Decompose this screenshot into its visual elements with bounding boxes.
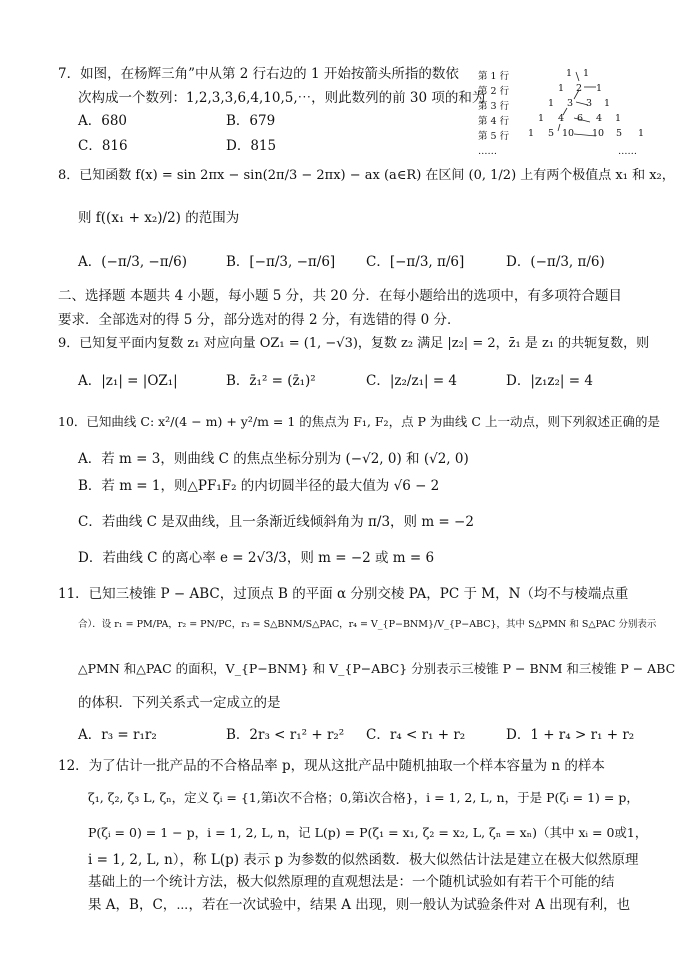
q9-option-c: C．|z₂/z₁| = 4: [366, 373, 458, 389]
q8-option-d: D．(−π/3, π/6): [506, 254, 605, 270]
q9-line1: 9．已知复平面内复数 z₁ 对应向量 OZ₁ = (1, −√3)，复数 z₂ 满足 |z₂| = 2，z̄₁ 是 z₁ 的共轭复数，则: [58, 336, 650, 351]
row-label-2: 第 2 行: [478, 86, 510, 97]
pascal-cell: 4: [558, 113, 565, 124]
q11-option-c: C．r₄ < r₁ + r₂: [366, 727, 466, 743]
section2-heading: 二、选择题 本题共 4 小题，每小题 5 分，共 20 分．在每小题给出的选项中，有多项符合题目: [58, 288, 622, 304]
q7-line1: 7．如图，在杨辉三角”中从第 2 行右边的 1 开始按箭头所指的数依: [58, 66, 459, 82]
q12-line3: P(ζᵢ = 0) = 1 − p，i = 1, 2, L, n，记 L(p) = P(ζ₁ = x₁, ζ₂ = x₂, L, ζₙ = xₙ)（其中 xᵢ = 0或1，: [88, 825, 648, 840]
pascal-triangle-figure: [478, 64, 668, 174]
q12-line4: i = 1, 2, L, n），称 L(p) 表示 p 为参数的似然函数．极大似然估计法是建立在极大似然原理: [88, 852, 639, 868]
row-label-4: 第 4 行: [478, 116, 510, 127]
q11-option-d: D．1 + r₄ > r₁ + r₂: [506, 727, 635, 743]
q7-option-c: C．816: [78, 138, 128, 154]
pascal-cell: 1: [548, 98, 555, 109]
q7-option-a: A．680: [78, 113, 128, 129]
pascal-cell: 1: [566, 68, 573, 79]
section2-instructions: 要求．全部选对的得 5 分，部分选对的得 2 分，有选错的得 0 分．: [58, 312, 461, 328]
q9-option-b: B．z̄₁² = (z̄₁)²: [226, 373, 316, 389]
pascal-cell: 1: [528, 128, 535, 139]
pascal-cell: 1: [596, 83, 603, 94]
pascal-cell: 1: [558, 83, 565, 94]
q12-line1: 12．为了估计一批产品的不合格品率 p，现从这批产品中随机抽取一个样本容量为 n 的样本: [58, 758, 605, 774]
q12-line6: 果 A，B，C，⋯，若在一次试验中，结果 A 出现，则一般认为试验条件对 A 出现有利，也: [88, 897, 631, 913]
pascal-dots: ……: [618, 146, 637, 157]
q11-line1: 11．已知三棱锥 P − ABC，过顶点 B 的平面 α 分别交棱 PA，PC 于 M，N（均不与棱端点重: [58, 586, 629, 602]
q11-option-a: A．r₃ = r₁r₂: [78, 727, 157, 743]
pascal-cell: 10: [592, 128, 605, 139]
q11-option-b: B．2r₃ < r₁² + r₂²: [226, 727, 345, 743]
q12-line5: 基础上的一个统计方法，极大似然原理的直观想法是：一个随机试验如有若干个可能的结: [88, 874, 615, 890]
q11-line2: 合）．设 r₁ = PM/PA，r₂ = PN/PC，r₃ = S△BNM/S△PAC，r₄ = V_{P−BNM}/V_{P−ABC}，其中 S△PMN 和 S△PAC 分别表示: [78, 619, 657, 630]
q7-option-b: B．679: [226, 113, 276, 129]
pascal-cell: 3: [567, 98, 574, 109]
pascal-cell: 3: [586, 98, 593, 109]
pascal-cell: 6: [577, 113, 584, 124]
pascal-cell: 4: [596, 113, 603, 124]
q7-line2: 次构成一个数列：1,2,3,3,6,4,10,5,⋯，则此数列的前 30 项的和为: [78, 90, 486, 106]
pascal-cell: 1: [615, 113, 622, 124]
q8-line1: 8．已知函数 f(x) = sin 2πx − sin(2π/3 − 2πx) − ax (a∈R) 在区间 (0, 1/2) 上有两个极值点 x₁ 和 x₂，: [58, 168, 675, 183]
q8-option-c: C．[−π/3, π/6]: [366, 254, 465, 270]
q10-option-a: A．若 m = 3，则曲线 C 的焦点坐标分别为 (−√2, 0) 和 (√2, 0): [78, 451, 469, 467]
row-label-dots: ……: [478, 146, 497, 157]
q7-option-d: D．815: [226, 138, 277, 154]
pascal-cell: 1: [604, 98, 611, 109]
q12-line2: ζ₁, ζ₂, ζ₃ L, ζₙ，定义 ζᵢ = {1,第i次不合格；0,第i次合格}，i = 1, 2, L, n，于是 P(ζᵢ = 1) = p，: [88, 790, 639, 805]
pascal-cell: 5: [548, 128, 555, 139]
q11-line4: 的体积．下列关系式一定成立的是: [78, 695, 281, 711]
q8-line2: 则 f((x₁ + x₂)/2) 的范围为: [78, 210, 240, 226]
row-label-1: 第 1 行: [478, 71, 510, 82]
q9-option-a: A．|z₁| = |OZ₁|: [78, 373, 178, 389]
q8-option-b: B．[−π/3, −π/6]: [226, 254, 336, 270]
q10-option-c: C．若曲线 C 是双曲线，且一条渐近线倾斜角为 π/3，则 m = −2: [78, 514, 474, 530]
q11-line3: △PMN 和△PAC 的面积，V_{P−BNM} 和 V_{P−ABC} 分别表示三棱锥 P − BNM 和三棱锥 P − ABC: [78, 661, 676, 676]
pascal-cell: 10: [562, 128, 575, 139]
q9-option-d: D．|z₁z₂| = 4: [506, 373, 593, 389]
q10-option-d: D．若曲线 C 的离心率 e = 2√3/3，则 m = −2 或 m = 6: [78, 550, 435, 566]
pascal-cell: 5: [616, 128, 623, 139]
pascal-cell: 1: [638, 128, 645, 139]
q8-option-a: A．(−π/3, −π/6): [78, 254, 188, 270]
row-label-5: 第 5 行: [478, 131, 510, 142]
row-label-3: 第 3 行: [478, 101, 510, 112]
q10-line1: 10．已知曲线 C: x²/(4 − m) + y²/m = 1 的焦点为 F₁, F₂，点 P 为曲线 C 上一动点，则下列叙述正确的是: [58, 414, 660, 429]
pascal-cell: 2: [576, 83, 583, 94]
pascal-cell: 1: [583, 68, 590, 79]
q10-option-b: B．若 m = 1，则△PF₁F₂ 的内切圆半径的最大值为 √6 − 2: [78, 478, 440, 494]
pascal-cell: 1: [538, 113, 545, 124]
